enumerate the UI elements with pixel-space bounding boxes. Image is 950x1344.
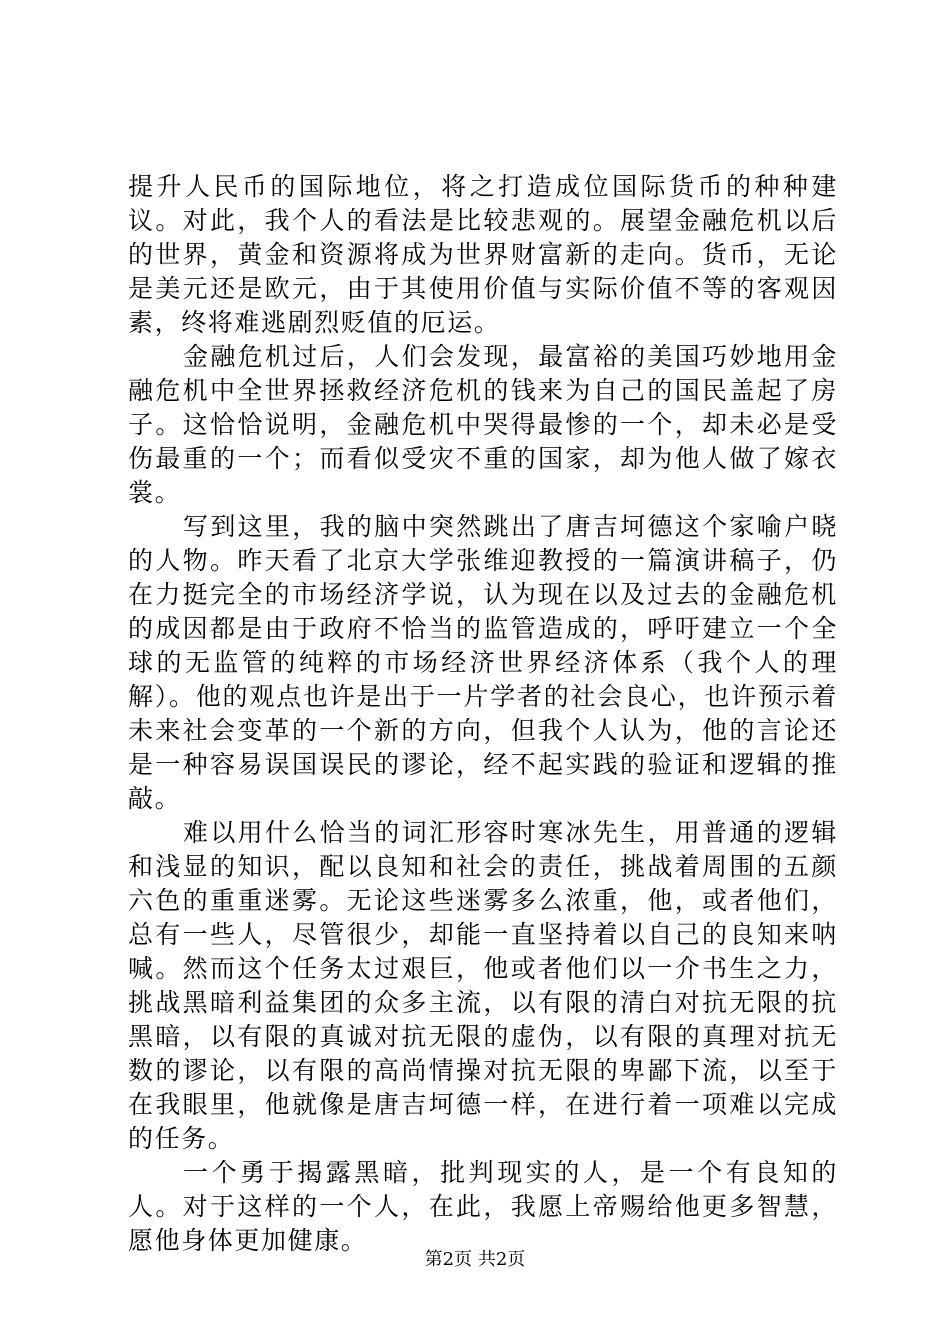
paragraph-2: 金融危机过后，人们会发现，最富裕的美国巧妙地用金融危机中全世界拯救经济危机的钱来为自己的国民盖起了房子。这恰恰说明，金融危机中哭得最惨的一个，却未必是受伤最重的一个；而看似受灾不重的国家，却为他人做了嫁衣裳。 bbox=[128, 342, 838, 507]
paragraph-5: 一个勇于揭露黑暗，批判现实的人，是一个有良知的人。对于这样的一个人，在此，我愿上帝赐给他更多智慧，愿他身体更加健康。 bbox=[128, 1158, 838, 1255]
paragraph-3: 写到这里，我的脑中突然跳出了唐吉坷德这个家喻户晓的人物。昨天看了北京大学张维迎教授的一篇演讲稿子，仍在力挺完全的市场经济学说，认为现在以及过去的金融危机的成因都是由于政府不恰当的监管造成的，呼吁建立一个全球的无监管的纯粹的市场经济世界经济体系（我个人的理解）。他的观点也许是出于一片学者的社会良心，也许预示着未来社会变革的一个新的方向，但我个人认为，他的言论还是一种容易误国误民的谬论，经不起实践的验证和逻辑的推敲。 bbox=[128, 512, 838, 813]
document-body bbox=[128, 170, 838, 1258]
page-footer bbox=[0, 1245, 950, 1271]
paragraph-4: 难以用什么恰当的词汇形容时寒冰先生，用普通的逻辑和浅显的知识，配以良知和社会的责任，挑战着周围的五颜六色的重重迷雾。无论这些迷雾多么浓重，他，或者他们，总有一些人，尽管很少，却能一直坚持着以自己的良知来呐喊。然而这个任务太过艰巨，他或者他们以一介书生之力，挑战黑暗利益集团的众多主流，以有限的清白对抗无限的抗黑暗，以有限的真诚对抗无限的虚伪，以有限的真理对抗无数的谬论，以有限的高尚情操对抗无限的卑鄙下流，以至于在我眼里，他就像是唐吉坷德一样，在进行着一项难以完成的任务。 bbox=[128, 818, 838, 1153]
page-number-label: 第2页 共2页 bbox=[424, 1249, 526, 1270]
paragraph-1: 提升人民币的国际地位，将之打造成位国际货币的种种建议。对此，我个人的看法是比较悲观的。展望金融危机以后的世界，黄金和资源将成为世界财富新的走向。货币，无论是美元还是欧元，由于其使用价值与实际价值不等的客观因素，终将难逃剧烈贬值的厄运。 bbox=[128, 172, 838, 337]
